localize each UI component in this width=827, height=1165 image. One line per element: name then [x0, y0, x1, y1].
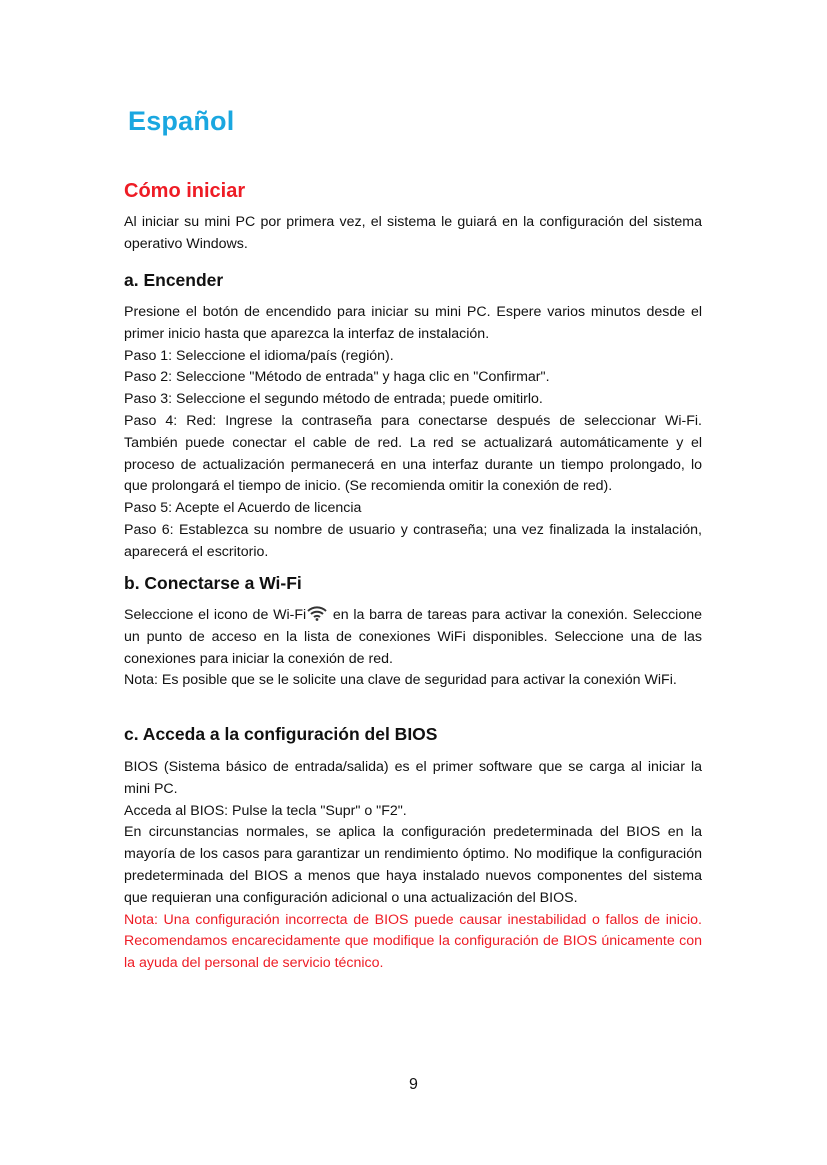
wifi-text-before: Seleccione el icono de Wi-Fi — [124, 607, 307, 623]
intro-text: Al iniciar su mini PC por primera vez, el sistema le guiará en la configuración del sistema operativo Windows. — [124, 214, 702, 252]
subsection-title-bios: c. Acceda a la configuración del BIOS — [124, 724, 438, 744]
subsection-title-power-on: a. Encender — [124, 270, 224, 290]
intro-paragraph — [124, 212, 702, 256]
section-title: Cómo iniciar — [124, 180, 246, 202]
step-4: Paso 4: Red: Ingrese la contraseña para conectarse después de seleccionar Wi-Fi. También puede conectar el cable de red. La red se actualizará automáticamente y el proceso de actualización permanecerá en una interfaz durante un tiempo prolongado, lo que prolongará el tiempo de inicio. (Se recomienda omitir la conexión de red). — [124, 412, 702, 495]
power-on-intro: Presione el botón de encendido para iniciar su mini PC. Espere varios minutos desde el primer inicio hasta que aparezca la interfaz de instalación. — [124, 304, 702, 342]
language-title: Español — [128, 106, 235, 136]
step-5: Paso 5: Acepte el Acuerdo de licencia — [124, 500, 362, 517]
step-2: Paso 2: Seleccione "Método de entrada" y haga clic en "Confirmar". — [124, 369, 550, 386]
bios-default-settings: En circunstancias normales, se aplica la configuración predeterminada del BIOS en la mayoría de los casos para garantizar un rendimiento óptimo. No modifique la configuración predeterminada del BIOS a menos que haya instalado nuevos componentes del sistema que requieran una configuración adicional o una actualización del BIOS. — [124, 824, 702, 906]
subsection-title-wifi: b. Conectarse a Wi-Fi — [124, 573, 302, 593]
step-3: Paso 3: Seleccione el segundo método de entrada; puede omitirlo. — [124, 391, 543, 408]
step-1: Paso 1: Seleccione el idioma/país (región). — [124, 347, 394, 364]
power-on-body — [124, 302, 702, 564]
wifi-note: Nota: Es posible que se le solicite una clave de seguridad para activar la conexión WiFi. — [124, 672, 677, 689]
wifi-body — [124, 605, 702, 692]
page-number: 9 — [409, 1076, 418, 1093]
wifi-icon — [306, 605, 328, 621]
bios-warning: Nota: Una configuración incorrecta de BIOS puede causar inestabilidad o fallos de inicio. Recomendamos encarecidamente que modifique la configuración de BIOS únicamente con la ayuda del personal de servicio técnico. — [124, 911, 702, 972]
wifi-text-after: en la barra de tareas para activar la conexión. Seleccione un punto de acceso en la lista de conexiones WiFi disponibles. Seleccione una de las conexiones para iniciar la conexión de red. — [124, 607, 702, 667]
bios-definition: BIOS (Sistema básico de entrada/salida) es el primer software que se carga al iniciar la mini PC. — [124, 759, 702, 797]
wifi-instructions — [124, 605, 702, 670]
bios-body — [124, 757, 702, 975]
step-6: Paso 6: Establezca su nombre de usuario y contraseña; una vez finalizada la instalación, aparecerá el escritorio. — [124, 521, 702, 560]
bios-access: Acceda al BIOS: Pulse la tecla "Supr" o "F2". — [124, 802, 407, 819]
